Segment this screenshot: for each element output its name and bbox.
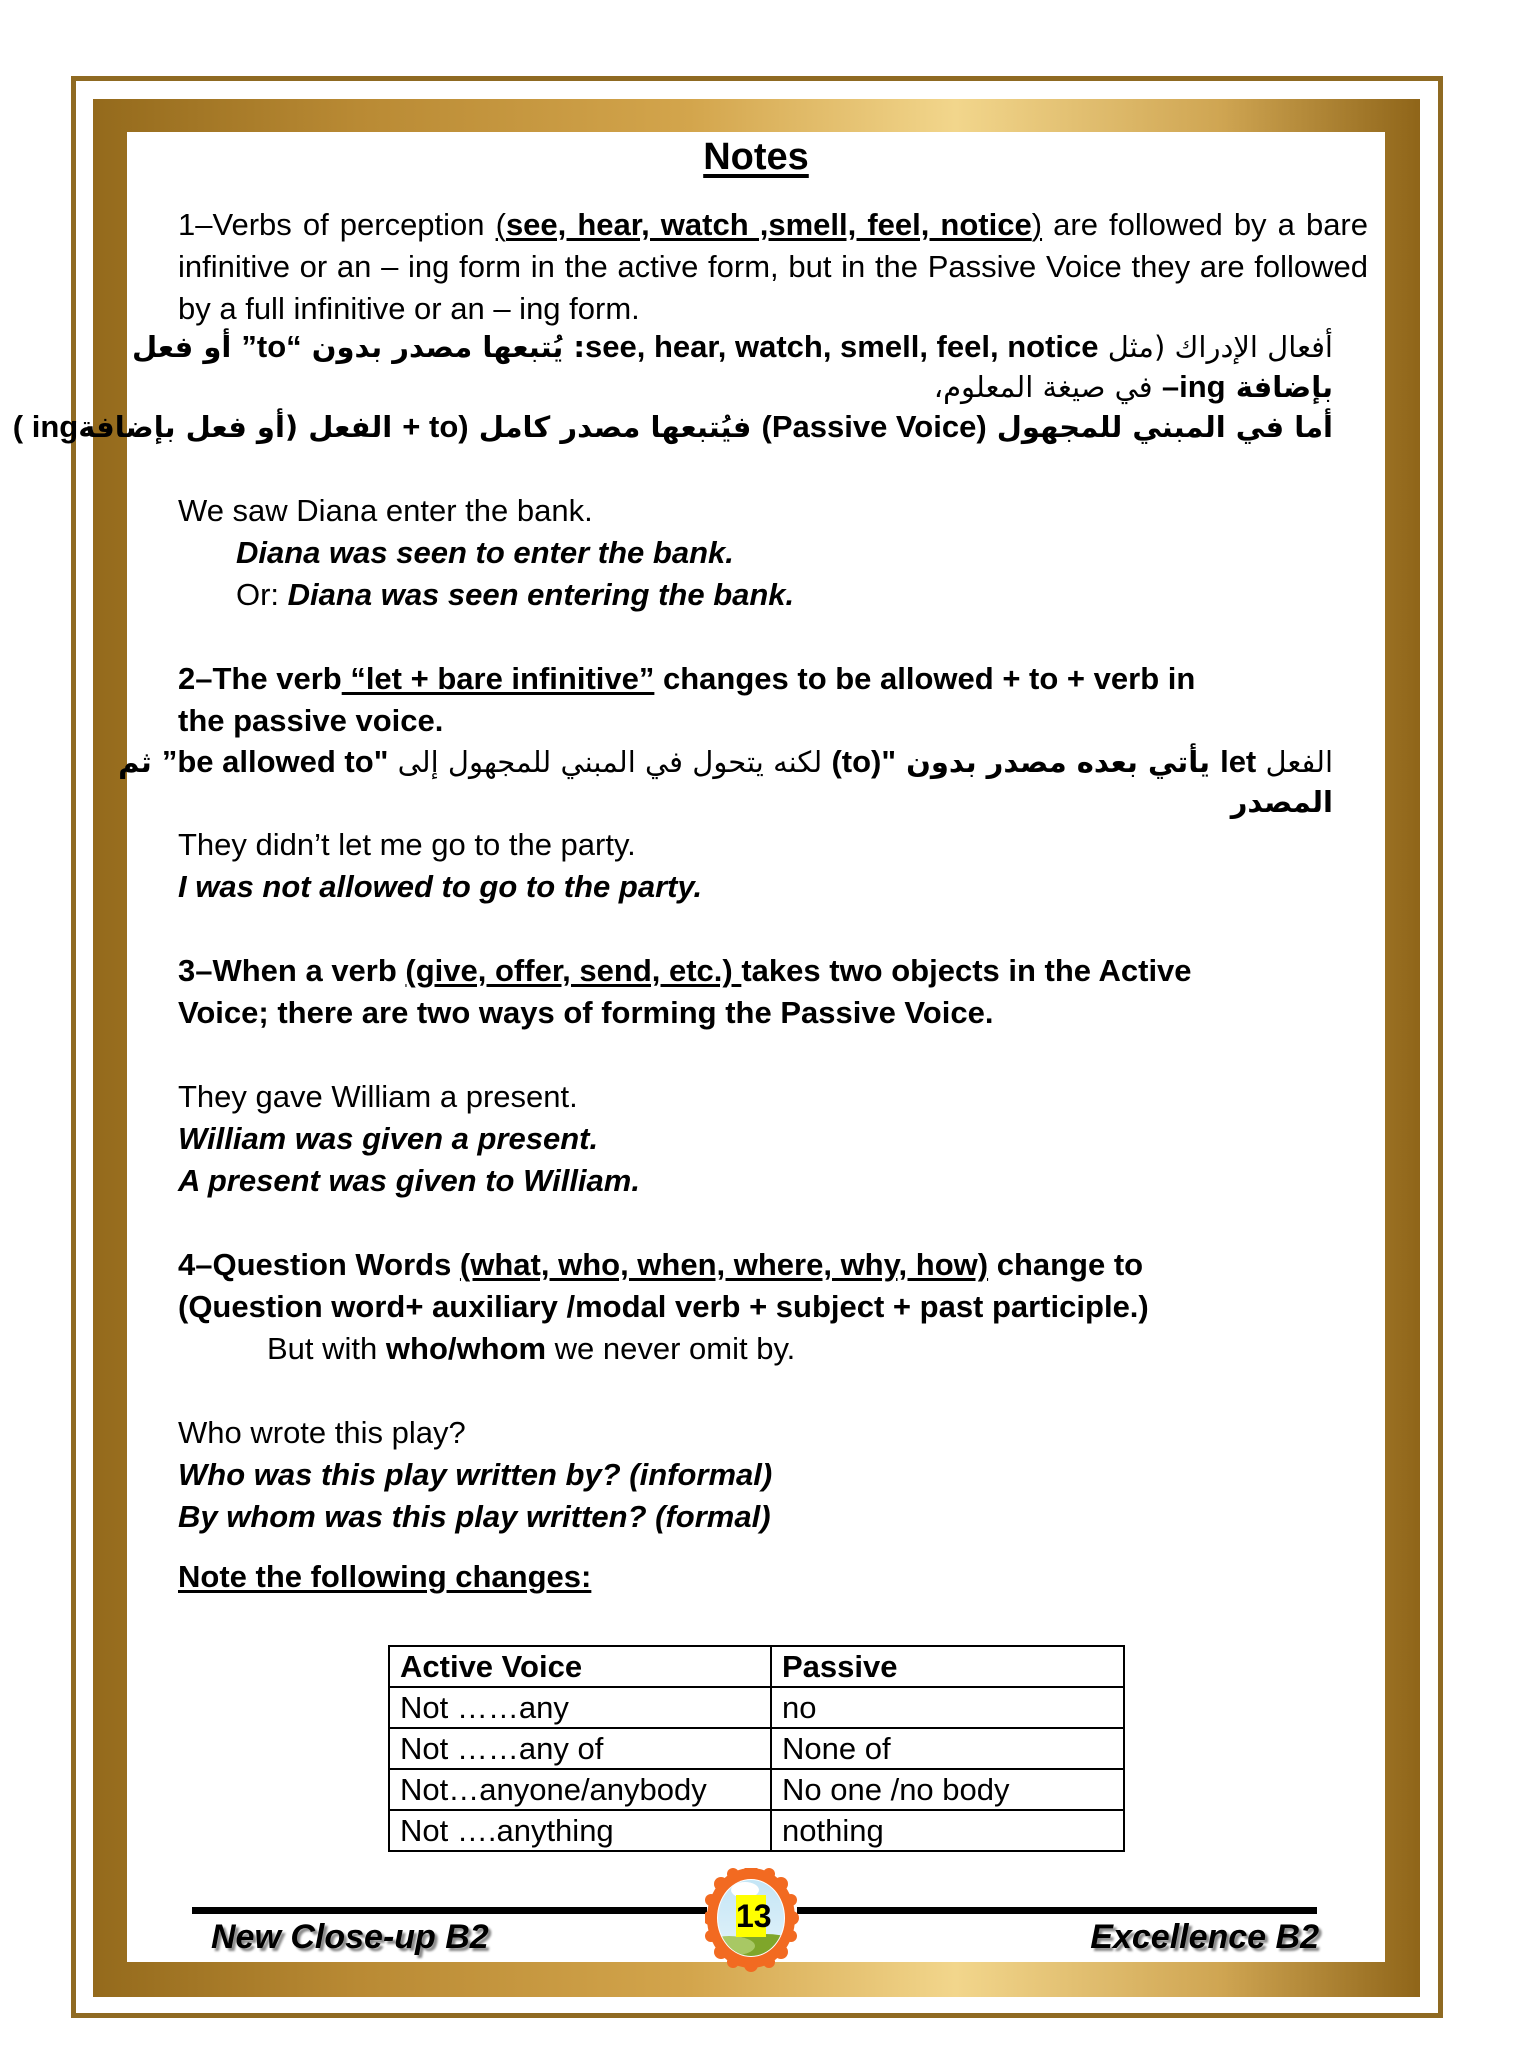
arabic-text: الفعل (أو فعل بإضافة — [78, 410, 403, 444]
arabic-text: بإضافة — [1225, 370, 1333, 404]
table-cell: Not ……any of — [389, 1728, 771, 1769]
or-label: Or: — [236, 577, 288, 612]
heading-text: takes two objects in the Active — [741, 953, 1192, 988]
arabic-text: لكنه يتحول في المبني للمجهول إلى — [388, 745, 832, 779]
section-4-heading — [178, 1244, 1143, 1286]
page-number: 13 — [736, 1895, 766, 1937]
arabic-text: في صيغة المعلوم، — [933, 370, 1162, 404]
page-title — [127, 136, 1385, 179]
table-row — [389, 1687, 1124, 1728]
footer-rule-right — [797, 1907, 1317, 1914]
perception-verbs: see, hear, watch ,smell, feel, notice — [505, 207, 1032, 242]
changes-table — [388, 1645, 1125, 1852]
arabic-text: الفعل — [1256, 745, 1333, 779]
heading-text: 2–The verb — [178, 661, 342, 696]
paren: ( — [495, 207, 506, 242]
rule-text-cont: are followed by a bare infinitive or an – ing form in the active form, but in the Passive Voice they are followed by a full infinitive or an – ing form. — [178, 207, 1368, 326]
english-term: (to + — [402, 409, 469, 444]
section-4-note — [267, 1328, 795, 1370]
example-passive: William was given a present. — [178, 1121, 599, 1156]
table-row — [389, 1810, 1124, 1851]
arabic-note-2-line-1 — [118, 742, 1333, 782]
example-passive-2: Diana was seen entering the bank. — [287, 577, 795, 612]
note-bold: who/whom — [385, 1331, 547, 1366]
page — [12, 132, 1385, 1962]
footer-book-title-right: Excellence B2 — [1090, 1918, 1319, 1956]
heading-text: change to — [988, 1247, 1144, 1282]
english-term: let — [1220, 744, 1257, 779]
table-cell: None of — [771, 1728, 1124, 1769]
example-passive-2: A present was given to William. — [178, 1163, 640, 1198]
table-row — [389, 1769, 1124, 1810]
english-term: ing ) — [12, 409, 79, 444]
verbs-list-underlined — [496, 207, 1042, 242]
heading-text: changes to be allowed + to + verb in — [654, 661, 1196, 696]
arabic-text: : يُتبعها مصدر بدون — [301, 330, 586, 364]
arabic-text: أو فعل — [132, 330, 242, 364]
section-1-rule — [178, 204, 1368, 330]
arabic-text: أفعال الإدراك (مثل — [1098, 330, 1333, 364]
example-passive: Diana was seen to enter the bank. — [236, 535, 734, 570]
footer-book-title-left: New Close-up B2 — [211, 1918, 489, 1956]
english-term: ing– — [1161, 369, 1226, 404]
title-text: Notes — [703, 136, 809, 178]
table-header-row — [389, 1646, 1124, 1687]
arabic-text: فيُتبعها مصدر كامل — [468, 410, 762, 444]
example-active: We saw Diana enter the bank. — [178, 493, 593, 528]
changes-heading: Note the following changes: — [178, 1559, 592, 1594]
english-term: "(to) — [831, 744, 897, 779]
rule-text: 1–Verbs of perception — [178, 207, 496, 242]
table-cell: Not…anyone/anybody — [389, 1769, 771, 1810]
example-active: They gave William a present. — [178, 1079, 578, 1114]
heading-underlined: “let + bare infinitive” — [341, 661, 655, 696]
section-3-heading — [178, 950, 1192, 992]
paren: ) — [1031, 207, 1043, 242]
table-header-cell: Active Voice — [389, 1646, 771, 1687]
heading-underlined: (give, offer, send, etc.) — [405, 953, 742, 988]
arabic-note-1-line-1 — [132, 327, 1333, 367]
arabic-text: يأتي بعده مصدر بدون — [896, 745, 1221, 779]
example-passive-formal: By whom was this play written? (formal) — [178, 1499, 771, 1534]
note-text: But with — [267, 1331, 386, 1366]
example-passive-alt — [236, 574, 794, 616]
arabic-note-1-line-2 — [934, 367, 1333, 407]
example-active: They didn’t let me go to the party. — [178, 827, 636, 862]
table-cell: nothing — [771, 1810, 1124, 1851]
table-cell: Not ….anything — [389, 1810, 771, 1851]
english-term: see, hear, watch, smell, feel, notice — [585, 329, 1099, 364]
english-term: (Passive Voice) — [761, 409, 987, 444]
example-passive: I was not allowed to go to the party. — [178, 869, 703, 904]
heading-text: 4–Question Words — [178, 1247, 460, 1282]
section-4-heading-line-2: (Question word+ auxiliary /modal verb + subject + past participle.) — [178, 1289, 1149, 1324]
section-3-heading-line-2: Voice; there are two ways of forming the Passive Voice. — [178, 995, 994, 1030]
table-header-cell: Passive — [771, 1646, 1124, 1687]
english-term: "be allowed to” — [161, 744, 389, 779]
section-2-heading-line-2: the passive voice. — [178, 703, 444, 738]
table-cell: No one /no body — [771, 1769, 1124, 1810]
heading-underlined: (what, who, when, where, why, how) — [459, 1247, 989, 1282]
example-active: Who wrote this play? — [178, 1415, 466, 1450]
arabic-text: أما في المبني للمجهول — [986, 410, 1333, 444]
table-row — [389, 1728, 1124, 1769]
english-term: “to” — [241, 329, 302, 364]
section-2-heading — [178, 658, 1195, 700]
example-passive-informal: Who was this play written by? (informal) — [178, 1457, 773, 1492]
table-cell: no — [771, 1687, 1124, 1728]
note-text: we never omit by. — [546, 1331, 796, 1366]
page-number-badge — [705, 1868, 805, 1974]
heading-text: 3–When a verb — [178, 953, 406, 988]
footer-rule-left — [192, 1907, 707, 1914]
arabic-note-2-line-2: المصدر — [1230, 785, 1333, 819]
arabic-note-1-line-3 — [13, 407, 1333, 447]
arabic-text: ثم — [118, 745, 162, 779]
table-cell: Not ……any — [389, 1687, 771, 1728]
